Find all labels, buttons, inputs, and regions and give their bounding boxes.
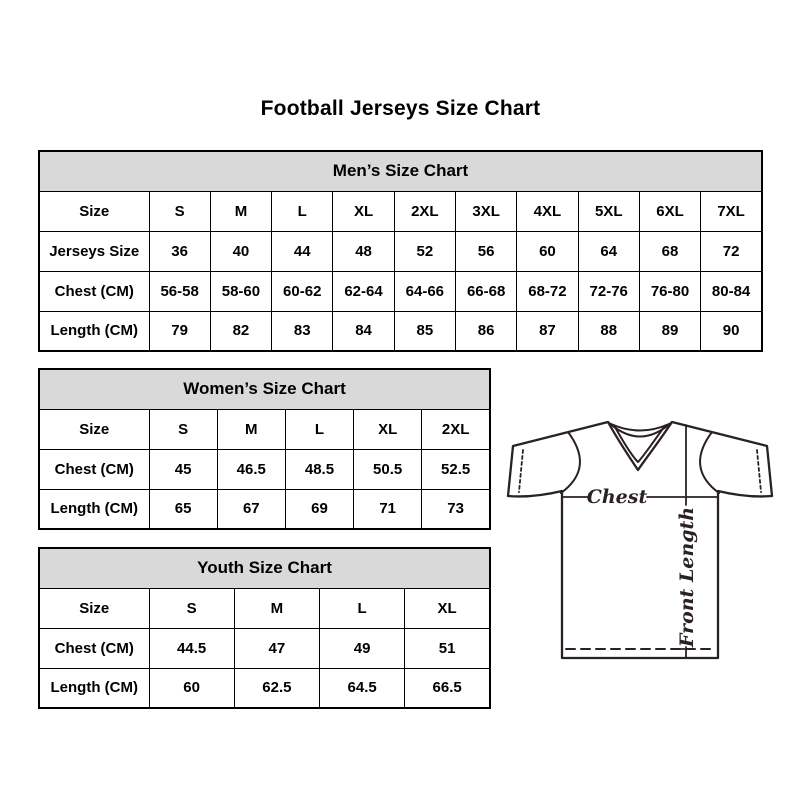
size-value-cell: M — [210, 191, 271, 231]
table-row — [39, 231, 762, 271]
size-value-cell: 83 — [272, 311, 333, 351]
size-value-cell: 2XL — [394, 191, 455, 231]
size-value-cell: 50.5 — [354, 449, 422, 489]
size-value-cell: 45 — [149, 449, 217, 489]
size-value-cell: 69 — [285, 489, 353, 529]
table-row — [39, 449, 490, 489]
size-value-cell: 46.5 — [217, 449, 285, 489]
size-value-cell: 51 — [405, 628, 490, 668]
size-value-cell: 4XL — [517, 191, 578, 231]
size-value-cell: 82 — [210, 311, 271, 351]
table-row — [39, 191, 762, 231]
size-value-cell: 88 — [578, 311, 639, 351]
size-value-cell: 84 — [333, 311, 394, 351]
size-value-cell: 65 — [149, 489, 217, 529]
size-value-cell: 49 — [320, 628, 405, 668]
size-value-cell: 2XL — [422, 409, 490, 449]
size-value-cell: 56-58 — [149, 271, 210, 311]
row-label-cell: Size — [39, 409, 149, 449]
chest-label: Chest — [586, 486, 648, 508]
youth-table-header-row — [39, 548, 490, 588]
youth-size-table — [38, 547, 491, 709]
size-value-cell: 62.5 — [234, 668, 319, 708]
size-value-cell: 89 — [639, 311, 700, 351]
table-row — [39, 668, 490, 708]
size-value-cell: S — [149, 588, 234, 628]
size-value-cell: 73 — [422, 489, 490, 529]
size-value-cell: 60-62 — [272, 271, 333, 311]
size-value-cell: 68-72 — [517, 271, 578, 311]
table-row — [39, 409, 490, 449]
row-label-cell: Length (CM) — [39, 668, 149, 708]
size-value-cell: 3XL — [455, 191, 516, 231]
row-label-cell: Size — [39, 588, 149, 628]
size-value-cell: 87 — [517, 311, 578, 351]
size-value-cell: 58-60 — [210, 271, 271, 311]
row-label-cell: Length (CM) — [39, 311, 149, 351]
mens-table-header-row — [39, 151, 762, 191]
size-value-cell: 68 — [639, 231, 700, 271]
womens-table-title: Women’s Size Chart — [39, 369, 490, 409]
size-value-cell: 86 — [455, 311, 516, 351]
table-row — [39, 271, 762, 311]
size-value-cell: XL — [354, 409, 422, 449]
table-row — [39, 489, 490, 529]
womens-table-header-row — [39, 369, 490, 409]
jersey-outline-shape — [508, 422, 772, 658]
size-value-cell: 79 — [149, 311, 210, 351]
size-value-cell: 66.5 — [405, 668, 490, 708]
size-value-cell: 60 — [517, 231, 578, 271]
size-value-cell: 47 — [234, 628, 319, 668]
size-value-cell: L — [285, 409, 353, 449]
table-row — [39, 628, 490, 668]
jersey-measurement-diagram — [505, 400, 775, 670]
size-value-cell: 62-64 — [333, 271, 394, 311]
size-value-cell: 71 — [354, 489, 422, 529]
size-value-cell: XL — [405, 588, 490, 628]
row-label-cell: Length (CM) — [39, 489, 149, 529]
size-value-cell: 6XL — [639, 191, 700, 231]
size-value-cell: 52.5 — [422, 449, 490, 489]
size-value-cell: M — [217, 409, 285, 449]
size-value-cell: 44 — [272, 231, 333, 271]
size-value-cell: 48 — [333, 231, 394, 271]
mens-table-title: Men’s Size Chart — [39, 151, 762, 191]
size-value-cell: L — [320, 588, 405, 628]
front-length-label: Front Length — [676, 506, 698, 648]
size-value-cell: 72 — [701, 231, 762, 271]
size-value-cell: S — [149, 191, 210, 231]
size-value-cell: 64.5 — [320, 668, 405, 708]
size-value-cell: M — [234, 588, 319, 628]
size-value-cell: 67 — [217, 489, 285, 529]
size-value-cell: 7XL — [701, 191, 762, 231]
size-value-cell: 52 — [394, 231, 455, 271]
row-label-cell: Chest (CM) — [39, 628, 149, 668]
size-value-cell: 5XL — [578, 191, 639, 231]
size-value-cell: XL — [333, 191, 394, 231]
size-value-cell: 60 — [149, 668, 234, 708]
size-value-cell: 48.5 — [285, 449, 353, 489]
row-label-cell: Chest (CM) — [39, 449, 149, 489]
page-title: Football Jerseys Size Chart — [260, 97, 541, 120]
size-value-cell: 64 — [578, 231, 639, 271]
womens-size-table — [38, 368, 491, 530]
size-value-cell: 40 — [210, 231, 271, 271]
size-value-cell: 36 — [149, 231, 210, 271]
table-row — [39, 588, 490, 628]
size-value-cell: 72-76 — [578, 271, 639, 311]
row-label-cell: Jerseys Size — [39, 231, 149, 271]
size-value-cell: 85 — [394, 311, 455, 351]
size-value-cell: 76-80 — [639, 271, 700, 311]
size-value-cell: S — [149, 409, 217, 449]
size-value-cell: 80-84 — [701, 271, 762, 311]
table-row — [39, 311, 762, 351]
size-value-cell: 64-66 — [394, 271, 455, 311]
row-label-cell: Size — [39, 191, 149, 231]
mens-size-table — [38, 150, 763, 352]
size-value-cell: 66-68 — [455, 271, 516, 311]
youth-table-title: Youth Size Chart — [39, 548, 490, 588]
size-value-cell: 44.5 — [149, 628, 234, 668]
row-label-cell: Chest (CM) — [39, 271, 149, 311]
size-value-cell: 56 — [455, 231, 516, 271]
size-value-cell: 90 — [701, 311, 762, 351]
size-value-cell: L — [272, 191, 333, 231]
